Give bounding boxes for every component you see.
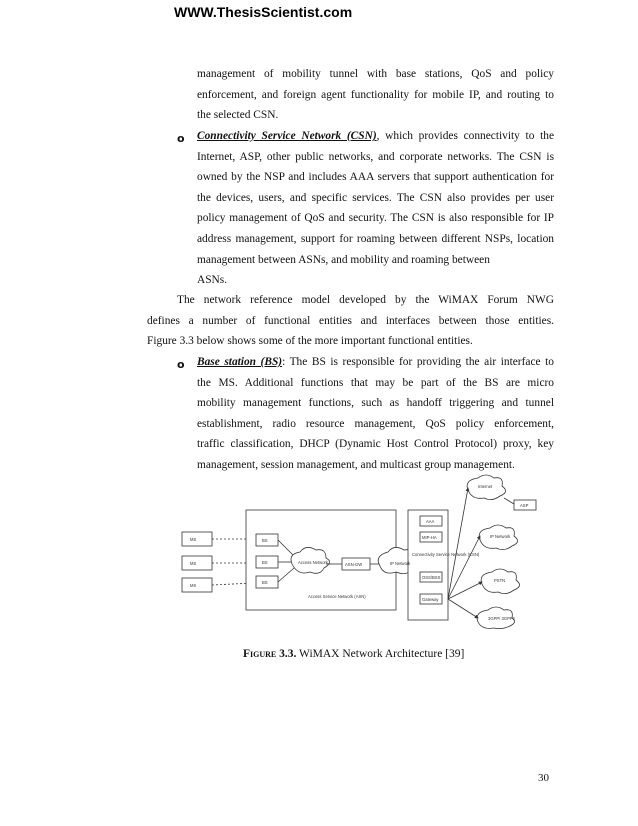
- caption-text: WiMAX Network Architecture [39]: [296, 648, 465, 660]
- pstn-label: PSTN: [494, 578, 506, 583]
- text-line: management between ASNs, and mobility and roaming between: [197, 253, 490, 266]
- text-line: mobility management functions, such as handoff triggering and tunnel: [197, 397, 554, 410]
- text-line: traffic classification, DHCP (Dynamic Host Control Protocol) proxy, key: [197, 438, 554, 451]
- ms-label: MS: [190, 583, 197, 588]
- ms-box: [182, 532, 212, 546]
- text-line: the MS. Additional functions that may be part of the BS are micro: [197, 376, 554, 389]
- access-network-label: Access Network: [298, 560, 329, 565]
- asn-label: Access Service Network (ASN): [308, 594, 366, 599]
- text-line: Connectivity Service Network (CSN), which provides connectivity to the: [197, 130, 555, 142]
- csn-term: Connectivity Service Network (CSN): [197, 130, 377, 142]
- csn-box-label: OSS/BSS: [422, 575, 441, 580]
- text-line: management of mobility tunnel with base stations, QoS and policy: [197, 68, 554, 80]
- text-line: management, session management, and multicast group management.: [197, 458, 515, 471]
- ms-label: MS: [190, 561, 197, 566]
- csn-box-label: Gateway: [422, 597, 439, 602]
- text-line: establishment, radio resource management, QoS policy enforcement,: [197, 417, 554, 430]
- asn-gw-label: ASN-GW: [345, 562, 363, 567]
- site-header: WWW.ThesisScientist.com: [174, 4, 353, 20]
- ip-network-right-label: IP Network: [490, 534, 511, 539]
- csn-box-label: MIP-HA: [422, 535, 437, 540]
- figure-caption: [243, 648, 464, 660]
- bs-label: BS: [262, 560, 268, 565]
- nrm-paragraph: [147, 290, 554, 352]
- text-line: defines a number of functional entities and interfaces between those entities.: [147, 314, 554, 327]
- bullet-marker: o: [177, 358, 185, 371]
- text-line: address management, support for roaming between different NSPs, location: [197, 232, 554, 245]
- bs-label: BS: [262, 538, 268, 543]
- csn-bullet: [197, 126, 554, 291]
- ms-label: MS: [190, 537, 197, 542]
- bs-bullet: [197, 352, 554, 476]
- wimax-architecture-figure: [168, 474, 548, 629]
- page-number: 30: [538, 772, 549, 784]
- text-line: Base station (BS): The BS is responsible for providing the air interface to: [197, 356, 554, 368]
- caption-label: Figure 3.3.: [243, 648, 297, 660]
- text-line: enforcement, and foreign agent functionality for mobile IP, and routing to: [197, 88, 554, 101]
- ms-box: [182, 556, 212, 570]
- bs-term: Base station (BS): [197, 356, 283, 368]
- text-line: policy management of QoS and security. The CSN is also responsible for IP: [197, 212, 554, 225]
- text-line: Figure 3.3 below shows some of the more important functional entities.: [147, 335, 473, 348]
- bs-label: BS: [262, 580, 268, 585]
- ip-network-left-label: IP Network: [390, 561, 411, 566]
- text-line: the devices, users, and specific services. The CSN also provides per user: [197, 191, 554, 204]
- gpp-label: 3GPP/ 3GPP2: [488, 616, 515, 621]
- text-line: Internet, ASP, other public networks, and corporate networks. The CSN is: [197, 150, 554, 163]
- bullet-marker: o: [177, 132, 185, 145]
- text-line: the selected CSN.: [197, 109, 279, 122]
- text-line: ASNs.: [197, 274, 228, 287]
- csn-label: Connectivity Service Network (CSN): [412, 552, 480, 557]
- internet-label: Internet: [478, 484, 493, 489]
- asn-continuation: [197, 64, 554, 126]
- asp-label: ASP: [520, 503, 529, 508]
- text-line: owned by the NSP and includes AAA servers that support authentication for: [197, 171, 554, 184]
- csn-box-label: AAA: [426, 519, 435, 524]
- text-line: The network reference model developed by the WiMAX Forum NWG: [177, 294, 554, 306]
- ms-box: [182, 578, 212, 592]
